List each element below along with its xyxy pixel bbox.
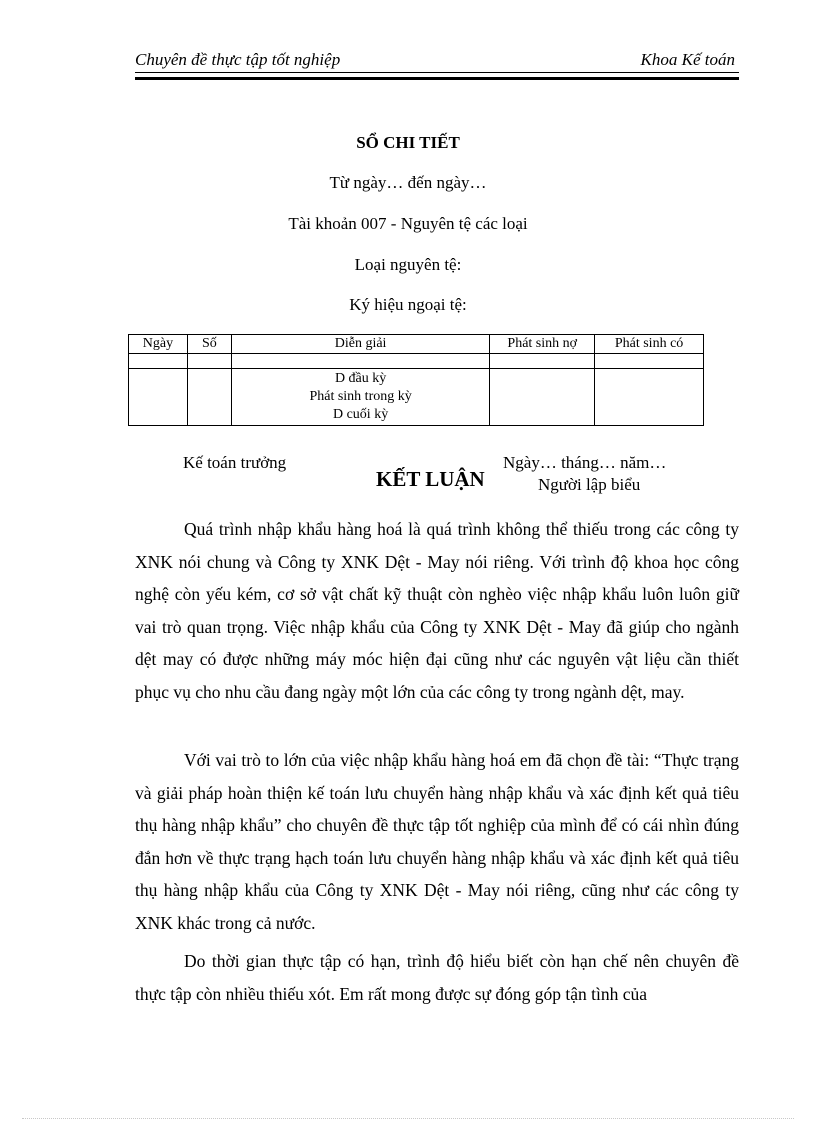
ledger-table (128, 334, 704, 426)
ledger-blank-row (129, 354, 704, 369)
conclusion-heading: KẾT LUẬN (376, 467, 485, 491)
column-header-number: Số (187, 335, 231, 354)
period-activity-label: Phát sinh trong kỳ (309, 389, 412, 404)
chief-accountant-label: Kế toán trưởng (183, 453, 287, 472)
conclusion-paragraph-1: Quá trình nhập khẩu hàng hoá là quá trình không thể thiếu trong các công ty XNK nói chung và Công ty XNK Dệt - May nói riêng. Với trình độ khoa học công nghệ còn yếu kém, cơ sở vật chất kỹ thuật còn nghèo việc nhập khẩu luôn luôn giữ vai trò quan trọng. Việc nhập khẩu của Công ty XNK Dệt - May đã giúp cho ngành dệt may có được những máy móc hiện đại cũng như các nguyên vật liệu cần thiết phục vụ cho nhu cầu đang ngày một lớn của các công ty trong ngành dệt, may. (135, 519, 739, 702)
table-cell (595, 354, 704, 369)
description-cell (231, 369, 489, 426)
page-bottom-border (22, 1118, 794, 1119)
preparer-label: Người lập biểu (538, 475, 641, 494)
table-cell (129, 354, 188, 369)
ledger-body-row (129, 369, 704, 426)
closing-balance-label: D cuối kỳ (332, 407, 389, 422)
table-cell (129, 369, 188, 426)
ledger-title: SỔ CHI TIẾT (356, 133, 460, 152)
ledger-header-row (129, 335, 704, 354)
table-cell (595, 369, 704, 426)
header-report-title: Chuyên đề thực tập tốt nghiệp (135, 50, 341, 69)
table-cell (187, 354, 231, 369)
header-faculty: Khoa Kế toán (640, 50, 735, 69)
header-thin-rule (135, 72, 739, 73)
page-header (135, 48, 735, 72)
ledger-currency-type: Loại nguyên tệ: (354, 255, 462, 274)
conclusion-paragraph-3: Do thời gian thực tập có hạn, trình độ hiểu biết còn hạn chế nên chuyên đề thực tập còn nhiều thiếu xót. Em rất mong được sự đóng góp tận tình của (135, 951, 739, 1004)
column-header-date: Ngày (129, 335, 188, 354)
ledger-currency-code: Ký hiệu ngoại tệ: (349, 295, 467, 314)
table-cell (490, 369, 595, 426)
table-cell (490, 354, 595, 369)
table-cell (187, 369, 231, 426)
signature-date-label: Ngày… tháng… năm… (503, 453, 667, 472)
table-cell (231, 354, 489, 369)
ledger-account: Tài khoản 007 - Nguyên tệ các loại (288, 214, 528, 233)
conclusion-paragraph-2: Với vai trò to lớn của việc nhập khẩu hàng hoá em đã chọn đề tài: “Thực trạng và giải pháp hoàn thiện kế toán lưu chuyển hàng nhập khẩu và xác định kết quả tiêu thụ hàng nhập khẩu” cho chuyên đề thực tập tốt nghiệp của mình để có cái nhìn đúng đắn hơn về thực trạng hạch toán lưu chuyển hàng nhập khẩu và xác định kết quả tiêu thụ hàng nhập khẩu của Công ty XNK Dệt - May nói riêng, cũng như các công ty XNK khác trong cả nước. (135, 750, 739, 933)
ledger-period: Từ ngày… đến ngày… (329, 173, 487, 192)
header-thick-rule (135, 77, 739, 80)
column-header-credit: Phát sinh có (595, 335, 704, 354)
opening-balance-label: D đầu kỳ (334, 371, 387, 386)
column-header-description: Diễn giải (231, 335, 489, 354)
column-header-debit: Phát sinh nợ (490, 335, 595, 354)
